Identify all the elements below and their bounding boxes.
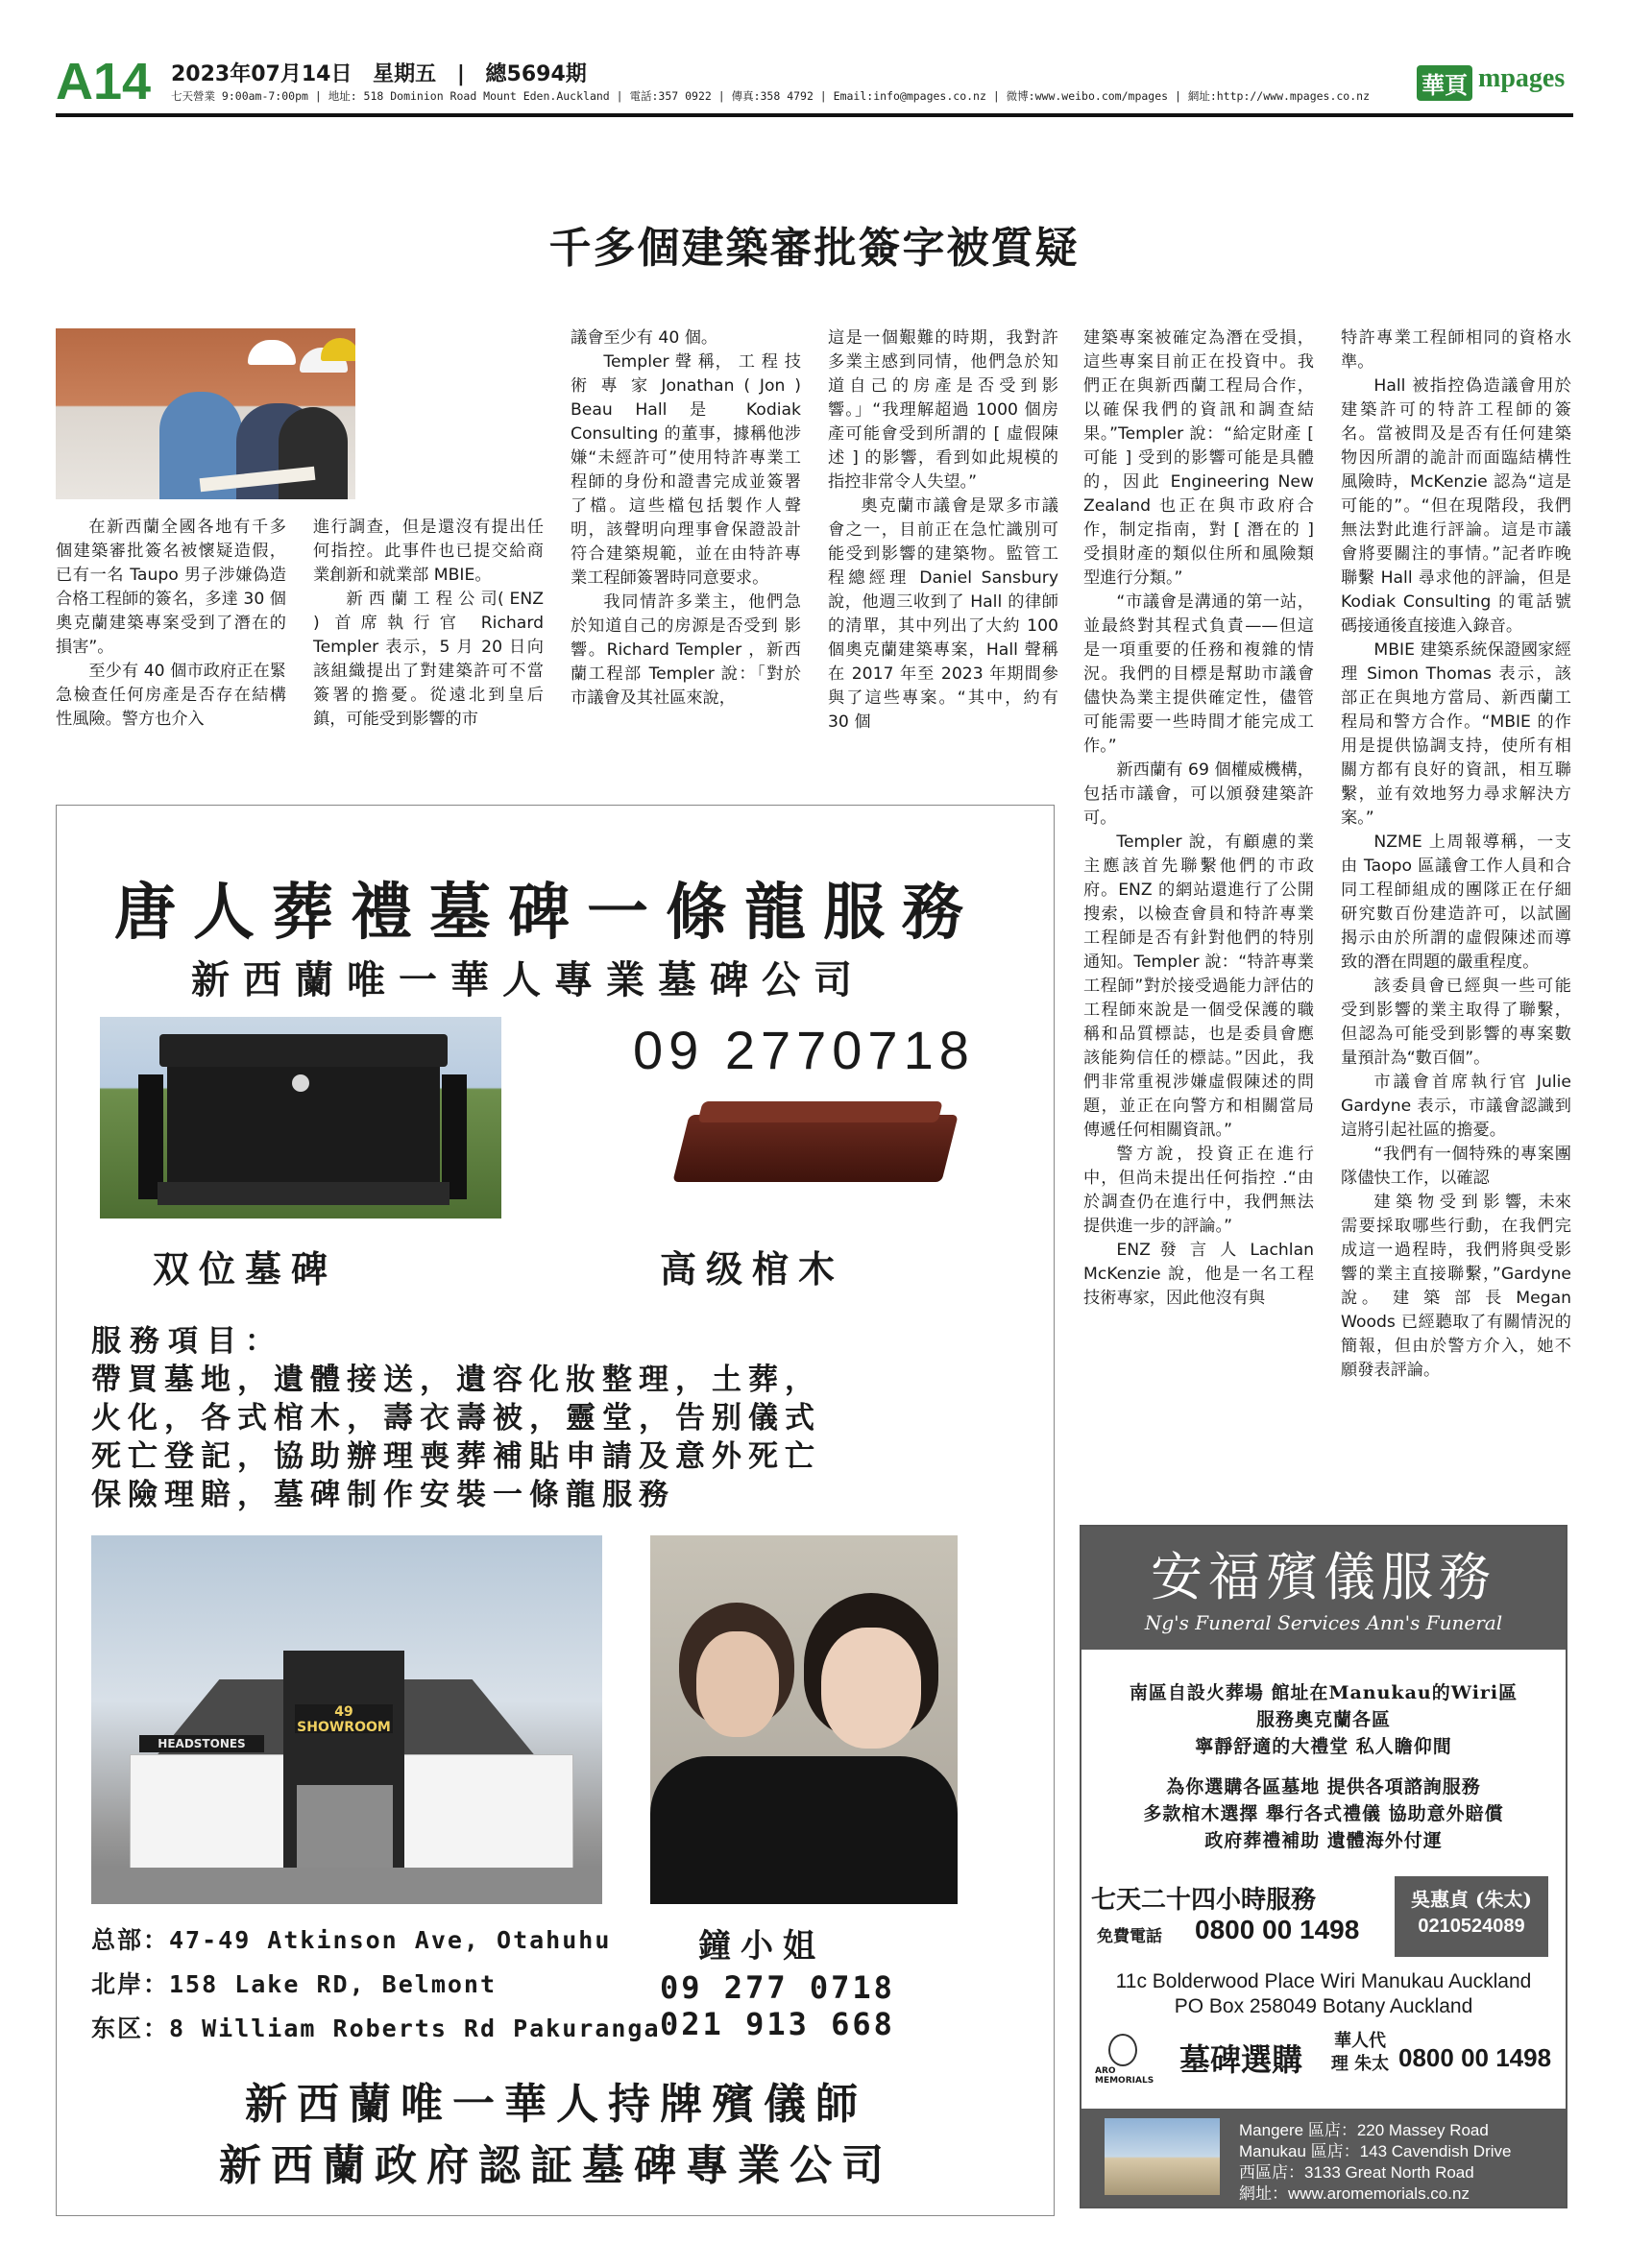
- contact-phone: 0210524089: [1418, 1916, 1525, 1937]
- paragraph: 奧克蘭市議會是眾多市議會之一，目前正在急忙識別可能受到影響的建築物。監管工程總經理 Daniel Sansbury 說，他週三收到了 Hall 的律師的清單，其中列出了大約 100 個奧克蘭建築專案，Hall 聲稱在 2017 年至 2023 年期間參與了這些專案。“其中，約有 30 個: [828, 496, 1058, 732]
- address-line: 东区：8 William Roberts Rd Pakuranga: [91, 2015, 661, 2042]
- location-line: 網址：www.aromemorials.co.nz: [1239, 2184, 1470, 2203]
- article-column-2: [313, 516, 544, 732]
- agent-label: 華人代理 朱太: [1330, 2031, 1390, 2074]
- article-column-1: [56, 516, 286, 732]
- aro-memorials-logo: [1095, 2034, 1154, 2091]
- paragraph: 該委員會已經與一些可能受到影響的業主取得了聯繫，但認為可能受到影響的專案數量預計為“數百個”。: [1341, 977, 1571, 1068]
- paragraph: Hall 被指控偽造議會用於建築許可的特許工程師的簽名。當被問及是否有任何建築物因所謂的詭計而面臨結構性風險時，McKenzie 認為“這是可能的”。“但在現階段，我們無法對此進行評論。這是市議會將要關注的事情。”記者昨晚聯繫 Hall 尋求他的評論，但是 Kodiak Consulting 的電話號碼接通後直接進入錄音。: [1341, 376, 1571, 636]
- service-line: 南區自設火葬場 館址在Manukau的Wiri區: [1129, 1682, 1519, 1703]
- locations-banner: [1081, 2109, 1566, 2207]
- double-tombstone-photo: [100, 1017, 501, 1218]
- mpages-logo: [1417, 63, 1570, 102]
- contact-info-line: 七天營業 9:00am-7:00pm | 地址: 518 Dominion Road Mount Eden.Auckland | 電話:357 0922 | 傳真:358 4792 | Email:info@mpages.co.nz | 微博:www.weibo.com/mpages | 網址:http://www.mpages.co.nz: [171, 89, 1371, 103]
- free-phone-label: 免費電話: [1097, 1927, 1162, 1946]
- store-photo: [1105, 2118, 1220, 2195]
- ad-title: 安福殯儀服務: [1151, 1547, 1496, 1607]
- staff-portrait-photo: [650, 1535, 958, 1904]
- location-line: 西區店：3133 Great North Road: [1239, 2163, 1474, 2182]
- address-line: 总部：47-49 Atkinson Ave, Otahuhu: [91, 1926, 612, 1954]
- paragraph: 建 築 物 受 到 影 響，未來需要採取哪些行動，在我們完成這一過程時，我們將與受影響的業主直接聯繫，”Gardyne 說。 建 築 部 長 Megan Woods 已經聽取了有關情況的簡報，但由於警方介入，她不願發表評論。: [1341, 1193, 1571, 1380]
- issue-weekday: 星期五: [373, 62, 437, 86]
- paragraph: 進行調查，但是還沒有提出任何指控。此事件也已提交給商業創新和就業部 MBIE。: [313, 518, 544, 585]
- paragraph: 特許專業工程師相同的資格水準。: [1341, 328, 1571, 372]
- service-line: 保險理賠，墓碑制作安裝一條龍服務: [91, 1478, 675, 1512]
- paragraph: 市議會首席執行官 Julie Gardyne 表示，市議會認識到這將引起社區的擔憂。: [1341, 1073, 1571, 1140]
- contact-number: 021 913 668: [660, 2006, 895, 2042]
- ad-tang-funeral: [56, 805, 1055, 2216]
- paragraph: Templer 說，有顧慮的業主應該首先聯繫他們的市政府。ENZ 的網站還進行了公開搜索，以檢查會員和特許專業工程師是否有針對他們的特別通知。Templer 說：“特許專業工程師”對於接受過能力評估的工程師來說是一個受保護的職稱和品質標誌，也是委員會應該能夠信任的標誌。”因此，我們非常重視涉嫌虛假陳述的問題，並正在向警方和相關當局傳遞任何相關資訊。”: [1083, 832, 1314, 1140]
- paragraph: “我們有一個特殊的專案團隊儘快工作，以確認: [1341, 1145, 1571, 1188]
- address-line: PO Box 258049 Botany Auckland: [1174, 1995, 1473, 2017]
- issue-separator: |: [456, 62, 465, 86]
- service-line: 寧靜舒適的大禮堂 私人瞻仰間: [1195, 1736, 1452, 1757]
- paragraph: MBIE 建築系統保證國家經理 Simon Thomas 表示，該部正在與地方當局、新西蘭工程局和警方合作。“MBIE 的作用是提供協調支持，使所有相關方都有良好的資訊，相互聯繫，並有效地努力尋求解決方案。”: [1341, 640, 1571, 828]
- paragraph: 警方說，投資正在進行中，但尚未提出任何指控 .“由於調查仍在進行中，我們無法提供進一步的評論。”: [1083, 1145, 1314, 1236]
- ad-title-banner: [1081, 1527, 1566, 1650]
- paragraph: Templer 聲 稱， 工 程 技 術 專 家 Jonathan ( Jon ) Beau Hall 是 Kodiak Consulting 的董事，據稱他涉嫌“未經許可”使用特許專業工程師的身份和證書完成並簽署了檔。這些檔包括製作人聲明，該聲明向理事會保證設計符合建築規範，並在由特許專業工程師簽署時同意要求。: [571, 352, 801, 588]
- header-divider: [56, 113, 1573, 117]
- contact-name: 鐘小姐: [698, 1927, 825, 1966]
- issue-date: 2023年07月14日: [171, 62, 352, 86]
- memorials-label: 墓碑選購: [1179, 2041, 1303, 2078]
- aro-memorials-logo-text: ARO MEMORIALS: [1095, 2066, 1154, 2086]
- contact-number: 09 277 0718: [660, 1969, 895, 2006]
- service-line: 帶買墓地，遺體接送，遺容化妝整理，土葬，: [91, 1363, 821, 1397]
- service-line: 多款棺木選擇 舉行各式禮儀 協助意外賠償: [1143, 1803, 1504, 1824]
- paragraph: 至少有 40 個市政府正在緊急檢查任何房產是否存在結構性風險。警方也介入: [56, 662, 286, 729]
- service-line: 火化，各式棺木，壽衣壽被，靈堂，告别儀式: [91, 1401, 821, 1436]
- service-line: 服務奧克蘭各區: [1255, 1709, 1391, 1730]
- ad-footer-line: 新西蘭政府認証墓碑專業公司: [219, 2141, 893, 2190]
- paragraph: 建築專案被確定為潛在受損，這些專案目前正在投資中。我們正在與新西蘭工程局合作，以確保我們的資訊和調查結果。”Templer 說：“給定財產 [ 可能 ] 受到的影響可能是具體的，因此 Engineering New Zealand 也正在與市政府合作，制定指南，對 [ 潛在的 ] 受損財產的類似住所和風險類型進行分類。”: [1083, 328, 1314, 588]
- location-line: Manukau 區店：143 Cavendish Drive: [1239, 2142, 1512, 2160]
- ad-ngs-funeral: [1080, 1525, 1567, 2208]
- article-photo-engineers: [56, 328, 355, 499]
- logo-en: mpages: [1478, 63, 1566, 93]
- paragraph: ENZ 發 言 人 Lachlan McKenzie 說，他是一名工程技術專家，因此他沒有與: [1083, 1241, 1314, 1308]
- paragraph: 新 西 蘭 工 程 公 司( ENZ ) 首席執行官 Richard Templer 表示，5 月 20 日向該組織提出了對建築許可不當簽署的擔憂。從遠北到皇后鎮，可能受到影響的市: [313, 590, 544, 729]
- service-line: 為你選購各區墓地 提供各項諮詢服務: [1166, 1776, 1481, 1798]
- issue-line: [171, 58, 600, 87]
- caption-coffin: 高级棺木: [660, 1247, 845, 1291]
- ad-title: 唐人葬禮墓碑一條龍服務: [114, 877, 981, 949]
- service-24-7: 七天二十四小時服務: [1091, 1886, 1317, 1915]
- contact-name: 吳惠貞 (朱太): [1411, 1888, 1532, 1911]
- showroom-sign: SHOWROOM: [297, 1720, 391, 1735]
- address-line: 北岸：158 Lake RD, Belmont: [91, 1970, 498, 1998]
- coffin-photo: [681, 1096, 960, 1211]
- address-line: 11c Bolderwood Place Wiri Manukau Auckland: [1115, 1970, 1532, 1992]
- article-column-6: [1341, 326, 1571, 1383]
- headstones-sign: HEADSTONES: [139, 1735, 264, 1752]
- article-headline: 千多個建築審批簽字被質疑: [548, 224, 1080, 273]
- paragraph: 新西蘭有 69 個權威機構，包括市議會，可以頒發建築許可。: [1083, 760, 1314, 828]
- paragraph: 在新西蘭全國各地有千多個建築審批簽名被懷疑造假，已有一名 Taupo 男子涉嫌偽造合格工程師的簽名，多達 30 個奧克蘭建築專案受到了潛在的損害”。: [56, 518, 286, 657]
- services-heading: 服務項目：: [91, 1324, 283, 1359]
- page-number: A14: [56, 53, 152, 110]
- free-phone-number: 0800 00 1498: [1195, 1915, 1360, 1944]
- paragraph: 這是一個艱難的時期，我對許多業主感到同情，他們急於知道自己的房產是否受到影響。」“我理解超過 1000 個房產可能會受到所謂的 [ 虛假陳述 ] 的影響，看到如此規模的指控非常令人失望。”: [828, 328, 1058, 492]
- ad-phone: 09 2770718: [633, 1020, 975, 1080]
- logo-cn: 華頁: [1417, 65, 1472, 101]
- article-column-4: [828, 326, 1058, 735]
- service-line: 政府葬禮補助 遺體海外付運: [1204, 1830, 1443, 1851]
- article-column-3: [571, 326, 801, 711]
- location-line: Mangere 區店：220 Massey Road: [1239, 2121, 1489, 2139]
- paragraph: 議會至少有 40 個。: [571, 328, 718, 348]
- caption-tombstone: 双位墓碑: [153, 1247, 338, 1291]
- paragraph: NZME 上周報導稱，一支由 Taopo 區議會工作人員和合同工程師組成的團隊正在仔細研究數百份建造許可，以試圖揭示由於所謂的虛假陳述而導致的潛在問題的嚴重程度。: [1341, 832, 1571, 972]
- showroom-photo: [91, 1535, 602, 1904]
- service-line: 死亡登記，協助辦理喪葬補貼申請及意外死亡: [91, 1439, 821, 1474]
- agent-phone: 0800 00 1498: [1398, 2043, 1552, 2072]
- article-column-5: [1083, 326, 1314, 1311]
- ad-subtitle: Ng's Funeral Services Ann's Funeral: [1144, 1611, 1503, 1634]
- contact-box: [1395, 1876, 1548, 1957]
- issue-number: 總5694期: [485, 62, 587, 86]
- ad-footer-line: 新西蘭唯一華人持牌殯儀師: [245, 2080, 867, 2129]
- paragraph: “市議會是溝通的第一站，並最終對其程式負責——但這是一項重要的任務和複雜的情況。我們的目標是幫助市議會儘快為業主提供確定性，儘管可能需要一些時間才能完成工作。”: [1083, 592, 1314, 756]
- showroom-number: 49: [334, 1704, 353, 1720]
- paragraph: 我同情許多業主，他們急於知道自己的房源是否受到 影 響。Richard Templer ，新西蘭工程部 Templer 說：「對於市議會及其社區來說，: [571, 592, 801, 708]
- ad-subtitle: 新西蘭唯一華人專業墓碑公司: [191, 957, 865, 1002]
